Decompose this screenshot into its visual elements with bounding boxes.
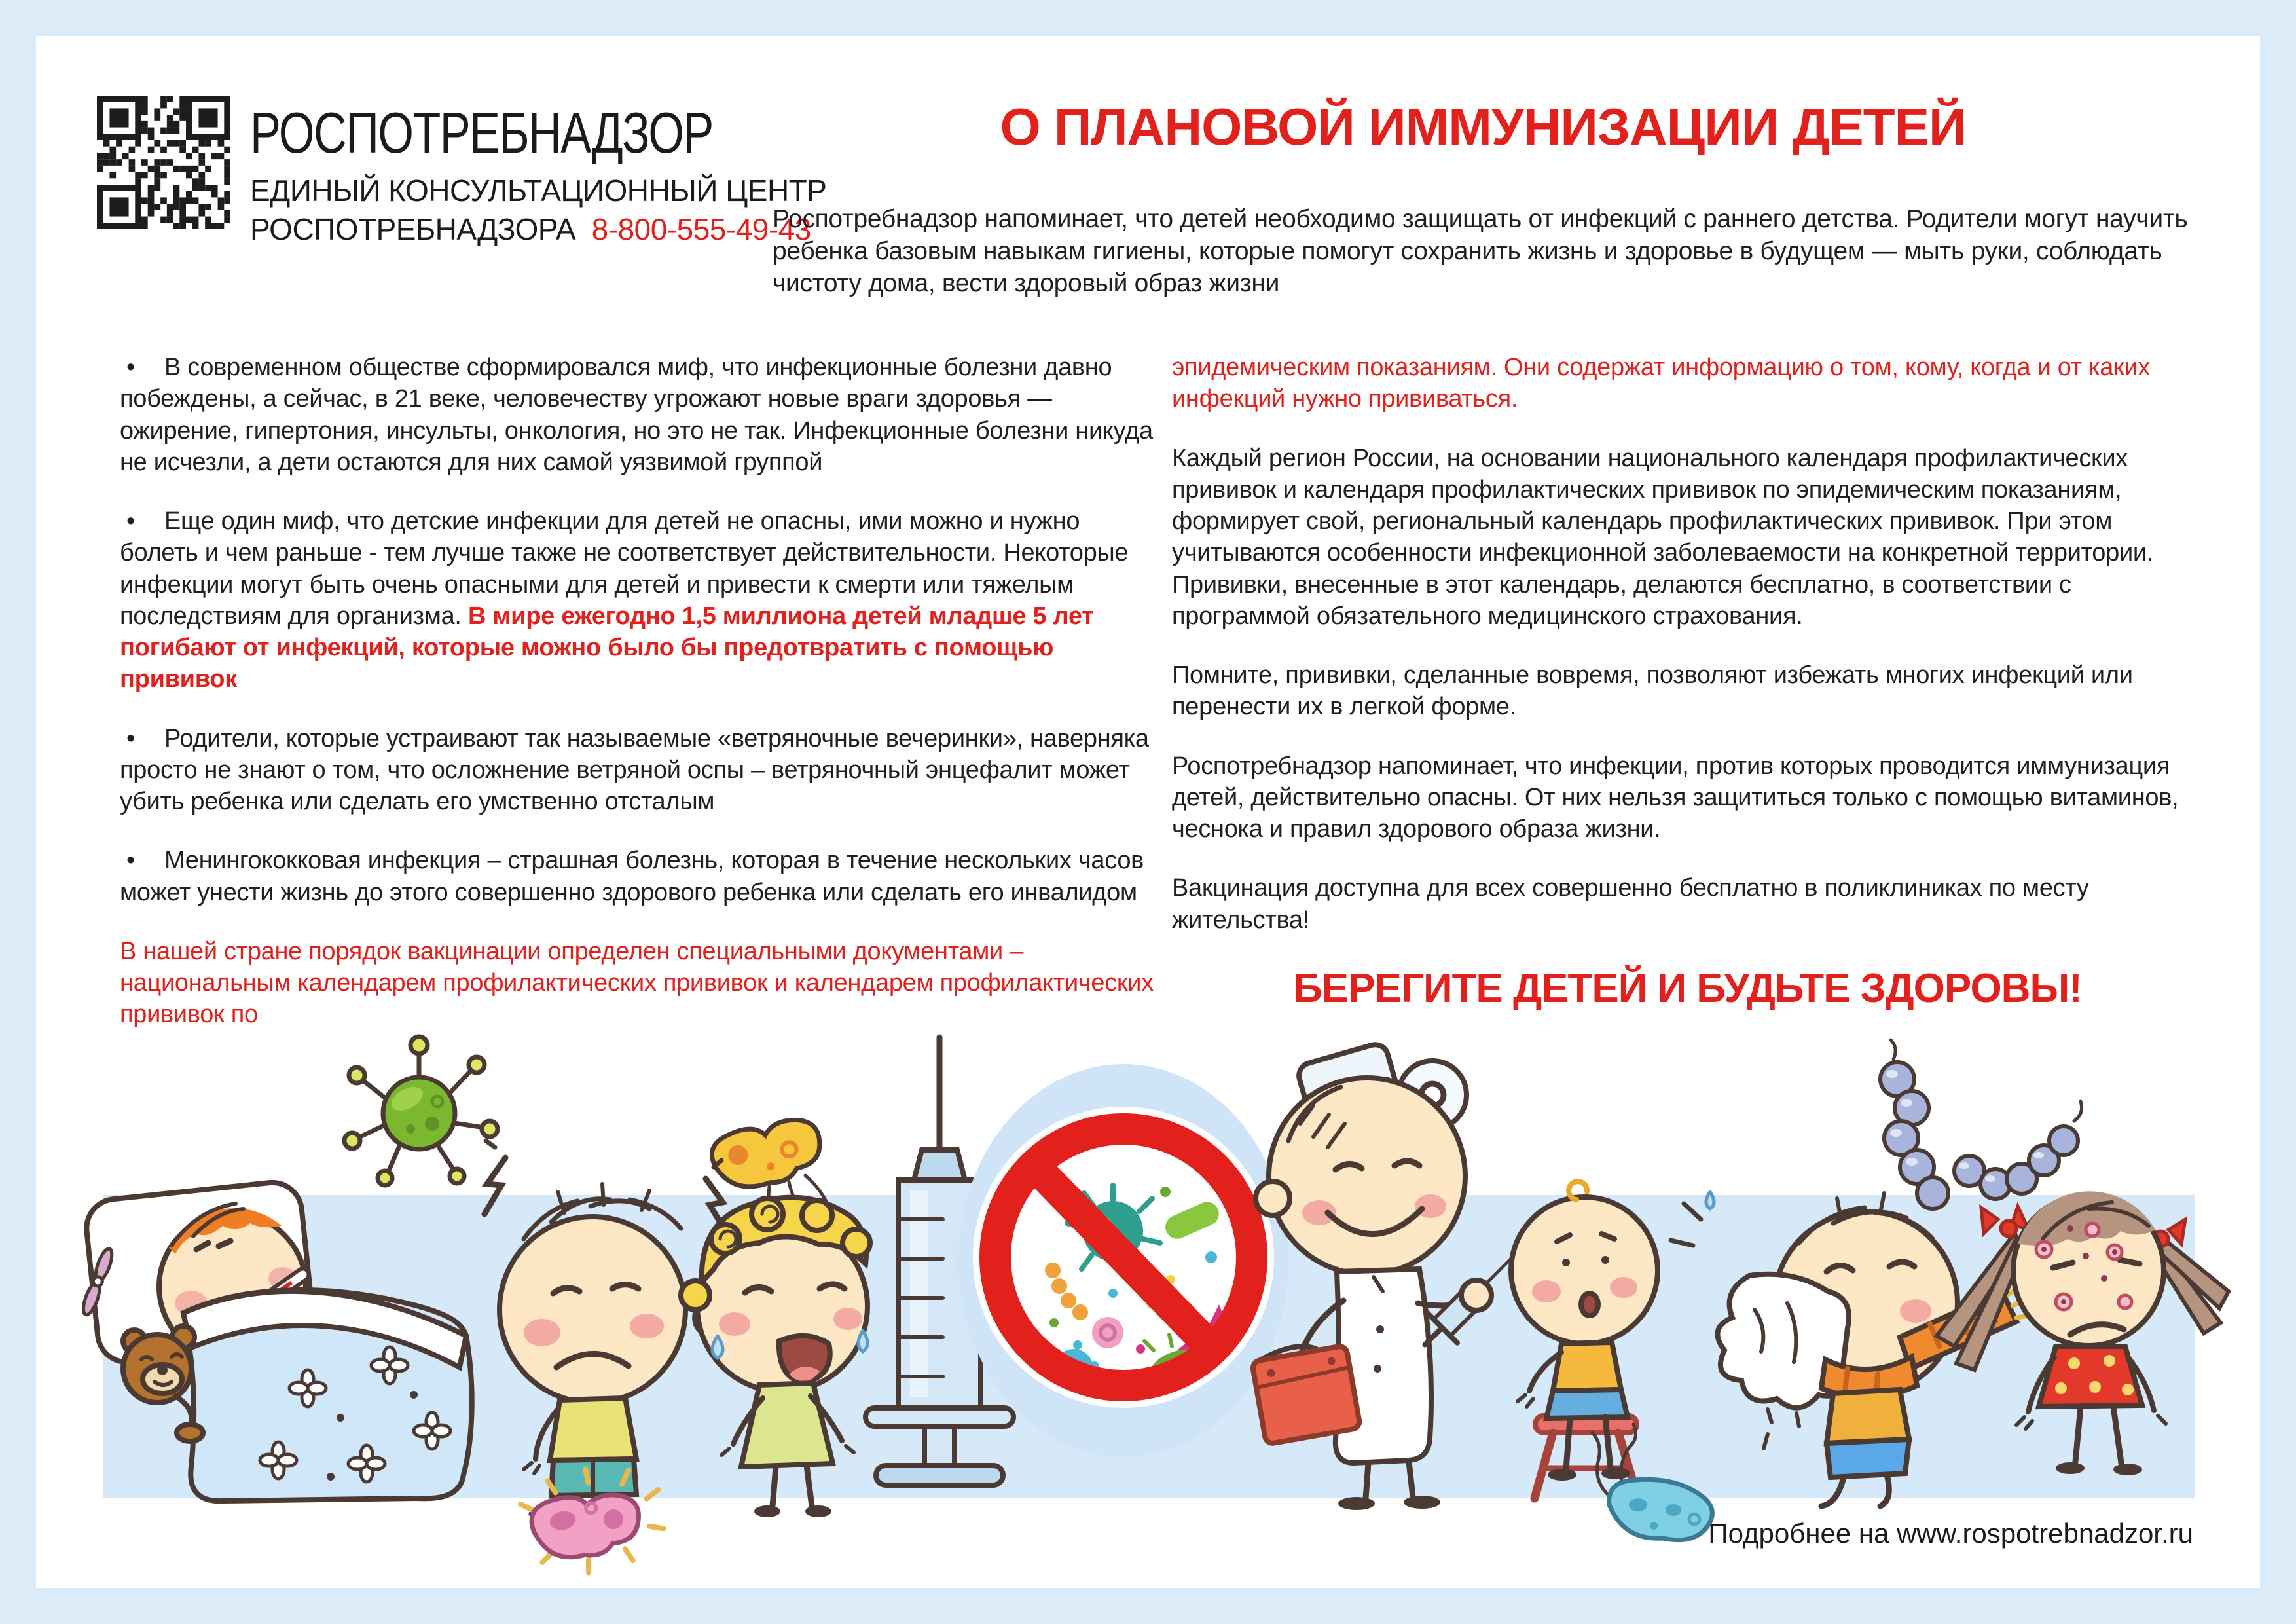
bullet-item — [120, 506, 1154, 695]
page-title: О ПЛАНОВОЙ ИММУНИЗАЦИИ ДЕТЕЙ — [1000, 98, 1966, 156]
closing-slogan: БЕРЕГИТЕ ДЕТЕЙ И БУДЬТЕ ЗДОРОВЫ! — [1293, 965, 2082, 1011]
bullet-item — [120, 352, 1154, 478]
bullet-icon: • — [126, 507, 136, 535]
body-paragraph: Каждый регион России, на основании национального календаря профилактических прививок и календаря профилактических прививок по эпидемическим показаниям, формирует свой, региональный календарь профилактических прививок. При этом учитываются особенности инфекционной заболеваемости на конкретной территории. Прививки, внесенные в этот календарь, делаются бесплатно, в соответствии с программой обязательного медицинского страхования. — [1172, 444, 2154, 630]
illustration — [0, 982, 2296, 1604]
body-paragraph: Помните, прививки, сделанные вовремя, позволяют избежать многих инфекций или перенести их в легкой форме. — [1172, 661, 2133, 721]
bullet-item — [120, 723, 1154, 818]
left-column — [120, 352, 1154, 1058]
brand-subtitle-line1: ЕДИНЫЙ КОНСУЛЬТАЦИОННЫЙ ЦЕНТР — [250, 174, 827, 208]
streptococcus-chain — [1880, 1040, 2082, 1209]
tear-drop — [858, 1331, 867, 1352]
tear-drop — [712, 1336, 723, 1358]
body-paragraph: Роспотребнадзор напоминает, что инфекции, против которых проводится иммунизация детей, действительно опасны. От них нельзя защититься только с помощью витаминов, чеснока и правил здорового образа жизни. — [1172, 752, 2179, 843]
bullet-text: Родители, которые устраивают так называемые «ветряночные вечеринки», наверняка просто не знают о том, что осложнение ветряной оспы – ветряночный энцефалит может убить ребенка или сделать его умственно отсталым — [120, 724, 1149, 815]
website-link: Подробнее на www.rospotrebnadzor.ru — [1708, 1518, 2193, 1549]
bullet-text: Еще один миф, что детские инфекции для детей не опасны, ими можно и нужно болеть и чем раньше - тем лучше также не соответствует действительности. Некоторые инфекции могут быть очень опасными для детей и привести к смерти или тяжелым последствиям для организма. — [120, 507, 1129, 630]
brand-subtitle-line2: РОСПОТРЕБНАДЗОРА 8-800-555-49-43 — [250, 212, 811, 246]
highlighted-statistic: В мире ежегодно 1,5 миллиона детей младше 5 лет погибают от инфекций, которые можно было бы предотвратить с помощью прививок — [120, 602, 1094, 693]
body-paragraph: Вакцинация доступна для всех совершенно бесплатно в поликлиниках по месту жительства! — [1172, 874, 2089, 934]
bullet-icon: • — [126, 847, 136, 875]
bullet-text: Менингококковая инфекция – страшная болезнь, которая в течение нескольких часов может унести жизнь до этого совершенно здорового ребенка или сделать его инвалидом — [120, 847, 1144, 906]
right-column — [1172, 352, 2203, 1014]
brand-subtitle — [250, 172, 826, 249]
brand-title: РОСПОТРЕБНАДЗОР — [250, 100, 713, 165]
bullet-item — [120, 845, 1154, 908]
bullet-text: В современном обществе сформировался миф, что инфекционные болезни давно побеждены, а сейчас, в 21 веке, человечеству угрожают новые враги здоровья — ожирение, гипертония, инсульты, онкология, но это не так. Инфекционные болезни никуда не исчезли, а дети остаются для них самой уязвимой группой — [120, 354, 1153, 476]
vaccination-order-paragraph: В нашей стране порядок вакцинации определен специальными документами – национальным календарем профилактических прививок и календарем профилактических прививок по — [120, 937, 1154, 1029]
qr-code-icon — [97, 96, 230, 229]
intro-paragraph: Роспотребнадзор напоминает, что детей необходимо защищать от инфекций с раннего детства. Родители могут научить ребенка базовым навыкам гигиены, которые помогут сохранить жизнь и здоровье в будущем — мыть руки, соблюдать чистоту дома, вести здоровый образ жизни — [773, 205, 2188, 298]
red-folder — [1250, 1338, 1360, 1444]
hotline-phone: 8-800-555-49-43 — [591, 212, 811, 246]
bullet-icon: • — [126, 354, 136, 381]
no-germs-prohibition-sign — [958, 1064, 1288, 1457]
green-virus-germ — [344, 1037, 498, 1185]
vaccination-order-continuation: эпидемическим показаниям. Они содержат информацию о том, кому, когда и от каких инфекций нужно прививаться. — [1172, 354, 2151, 413]
bullet-icon: • — [126, 724, 136, 752]
